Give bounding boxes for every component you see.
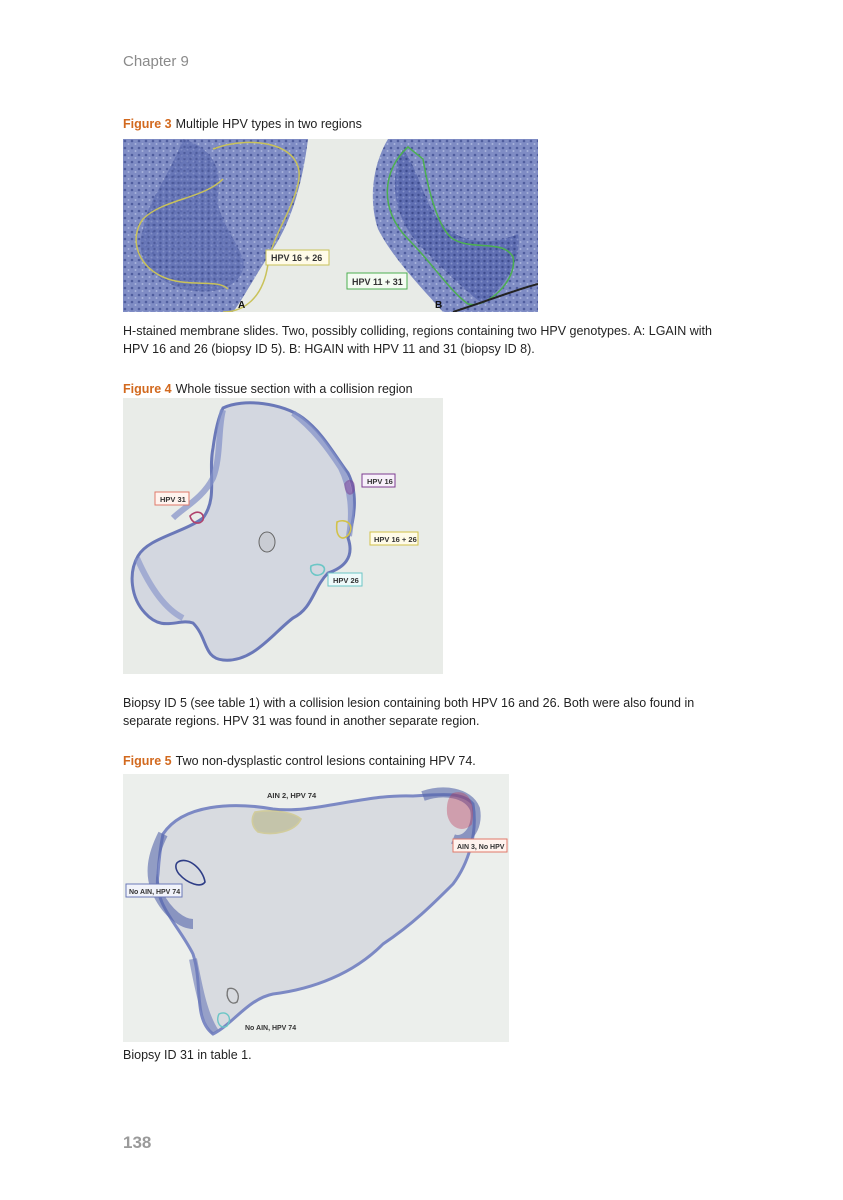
no-ain-hpv74-left-annotation (126, 884, 182, 897)
hpv-31-annotation (155, 492, 189, 505)
ain3-no-hpv-annotation (453, 839, 507, 852)
figure-3-title-text: Multiple HPV types in two regions (175, 117, 362, 131)
svg-text:HPV 31: HPV 31 (160, 495, 186, 504)
svg-text:HPV 11 + 31: HPV 11 + 31 (352, 277, 403, 287)
panel-b-label: B (435, 300, 443, 311)
hpv-16-annotation (362, 474, 395, 487)
figure-3-title (123, 117, 362, 131)
svg-text:No AIN, HPV 74: No AIN, HPV 74 (245, 1025, 297, 1032)
figure-4-label: Figure 4 (123, 382, 172, 396)
svg-text:No AIN, HPV 74: No AIN, HPV 74 (129, 889, 181, 896)
svg-text:AIN 3, No HPV: AIN 3, No HPV (457, 844, 505, 851)
svg-text:HPV 16: HPV 16 (367, 477, 393, 486)
page-number: 138 (123, 1133, 152, 1152)
hpv-16-26-annotation (266, 250, 329, 265)
figure-5-caption: Biopsy ID 31 in table 1. (123, 1048, 252, 1062)
svg-text:HPV 26: HPV 26 (333, 576, 359, 585)
panel-a-label: A (238, 300, 246, 311)
figure-4-title-text: Whole tissue section with a collision region (175, 382, 413, 396)
no-ain-hpv74-bottom-annotation (245, 1025, 296, 1032)
figure-3-label: Figure 3 (123, 117, 172, 131)
svg-text:HPV 16 + 26: HPV 16 + 26 (374, 535, 417, 544)
svg-text:AIN 2, HPV 74: AIN 2, HPV 74 (267, 791, 317, 800)
figure-5-title-text: Two non-dysplastic control lesions containing HPV 74. (175, 754, 476, 768)
ain2-hpv74-annotation (267, 791, 317, 800)
hpv-11-31-annotation (347, 273, 407, 289)
hpv-16-26-annotation-fig4 (370, 532, 418, 545)
svg-text:HPV 16 + 26: HPV 16 + 26 (271, 253, 323, 263)
hpv-26-annotation (328, 573, 362, 586)
running-header: Chapter 9 (123, 53, 189, 70)
figure-3-caption: H-stained membrane slides. Two, possibly colliding, regions containing two HPV genotypes. A: LGAIN with HPV 16 and 26 (biopsy ID 5). B: HGAIN with HPV 11 and 31 (biopsy ID 8). (123, 324, 712, 356)
figure-4-title (123, 382, 413, 396)
figure-4-image (123, 398, 443, 674)
figure-4-caption: Biopsy ID 5 (see table 1) with a collision lesion containing both HPV 16 and 26. Both were also found in separate regions. HPV 31 was found in another separate region. (123, 696, 695, 728)
figure-3-image (123, 139, 538, 312)
figure-5-title (123, 754, 476, 768)
figure-5-image (123, 774, 509, 1042)
figure-5-label: Figure 5 (123, 754, 172, 768)
